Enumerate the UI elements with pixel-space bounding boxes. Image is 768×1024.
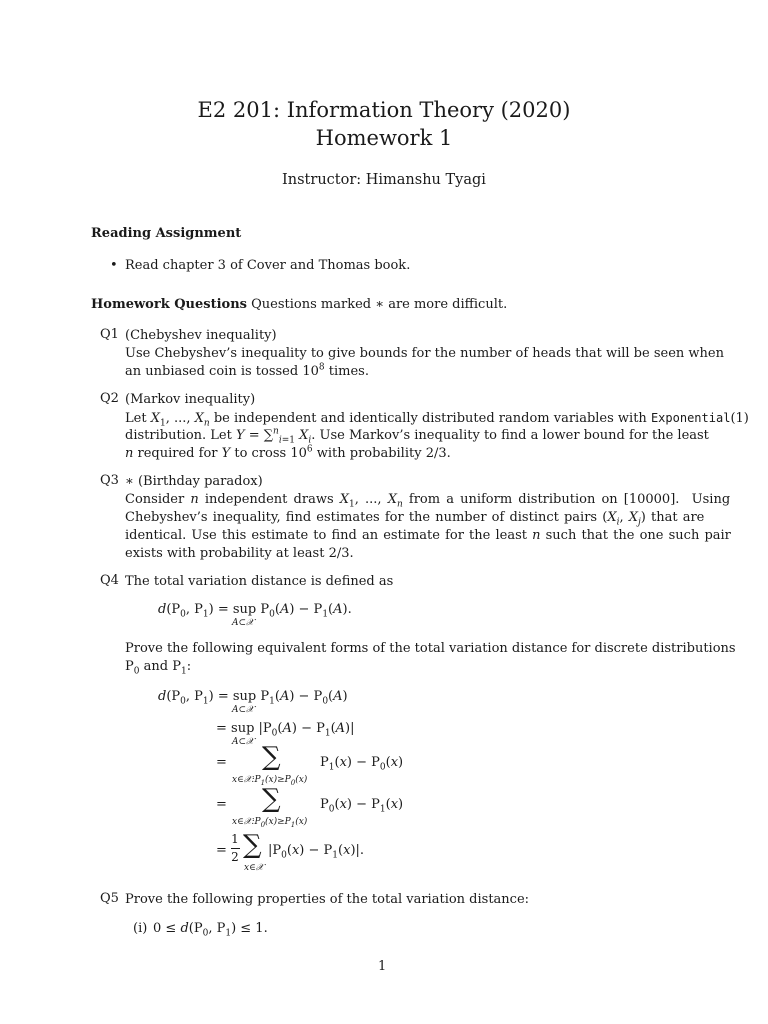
homework-heading-line [91,296,507,314]
homework-heading: Homework Questions [91,297,247,312]
q3-label: Q3 [100,473,119,488]
q3-line3: identical. Use this estimate to find an estimate for the least n such that the one such pair [125,528,731,543]
eq-line3-sub: $x\in 𝒳:P_1(x)\ge P_0(x)$ [232,775,308,787]
q5-intro: Prove the following properties of the total variation distance: [125,892,530,907]
q2-title: (Markov inequality) [125,392,256,407]
half-fraction-bar [231,848,240,849]
sum-icon: ∑ [262,784,281,814]
half-numerator: 1 [231,832,239,846]
eq-line1-sub: A⊂𝒳 [232,705,254,715]
tv-definition-sup-sub: A⊂𝒳 [232,618,254,628]
reading-bullet-icon: • [110,258,118,273]
document-subtitle: Homework 1 [315,126,453,150]
q3-line4: exists with probability at least 2/3. [125,546,354,561]
reading-heading: Reading Assignment [91,226,242,241]
eq-line4-sub: $x\in 𝒳:P_0(x)\ge P_1(x)$ [232,817,308,829]
q4-prove-line1: Prove the following equivalent forms of the total variation distance for discrete distributions [125,641,736,656]
q1-label: Q1 [100,327,119,342]
q2-line2: distribution. Let Y = ∑$^n_{i=1}$ $X_i$. Use Markov’s inequality to find a lower bound for the least [125,426,709,446]
q1-line1: Use Chebyshev’s inequality to give bounds for the number of heads that will be seen when [125,346,724,361]
q5-item-i-label: (i) [133,921,148,936]
q3-line1: Consider n independent draws $X_1$, ..., $X_n$ from a uniform distribution on [10000]. Using [125,492,731,510]
q4-prove-line2: $P_0$ and $P_1$: [125,659,192,677]
eq-line5: $|P_0(x) - P_1(x)|$. [268,843,365,861]
q4-label: Q4 [100,573,119,588]
q3-line2: Chebyshev’s inequality, find estimates for the number of distinct pairs ($X_i$, $X_j$) that are [125,510,705,528]
q4-intro: The total variation distance is defined as [125,574,394,589]
eq-line3-eq: = [216,755,227,770]
q2-label: Q2 [100,391,119,406]
document-title: E2 201: Information Theory (2020) [197,98,571,122]
page-number: 1 [378,959,387,974]
q5-item-i: $0 \le d(P_0$, $P_1) \le 1$. [153,921,268,939]
eq-line4: $P_0(x) - P_1(x)$ [320,797,404,815]
instructor-line: Instructor: Himanshu Tyagi [282,172,486,188]
eq-line5-sub: x∈𝒳 [244,863,264,873]
q1-line2: an unbiased coin is tossed $10^8$ times. [125,362,369,379]
q1-title: (Chebyshev inequality) [125,328,277,343]
eq-line2: = sup $|P_0(A) - P_1(A)|$ [216,721,355,739]
q5-label: Q5 [100,891,119,906]
q3-title: ∗ (Birthday paradox) [125,474,263,489]
eq-line1: $d(P_0$, $P_1$) = sup $P_1(A) - P_0(A)$ [158,689,348,707]
q2-line3: n required for Y to cross $10^6$ with probability 2/3. [125,444,451,461]
sum-icon: ∑ [262,742,281,772]
eq-line5-eq: = [216,843,227,858]
half-denominator: 2 [231,850,239,864]
tv-definition-lhs: $d(P_0$, $P_1$) = sup $P_0(A) - P_1(A)$. [158,602,352,620]
homework-intro: Questions marked ∗ are more difficult. [251,297,508,312]
reading-bullet-text: Read chapter 3 of Cover and Thomas book. [125,258,411,273]
sum-icon: ∑ [243,830,262,860]
eq-line2-sub: A⊂𝒳 [232,737,254,747]
eq-line4-eq: = [216,797,227,812]
eq-line3: $P_1(x) - P_0(x)$ [320,755,404,773]
q2-line1: Let $X_1$, ..., $X_n$ be independent and identically distributed random variables with Exponential(1) [125,411,749,429]
